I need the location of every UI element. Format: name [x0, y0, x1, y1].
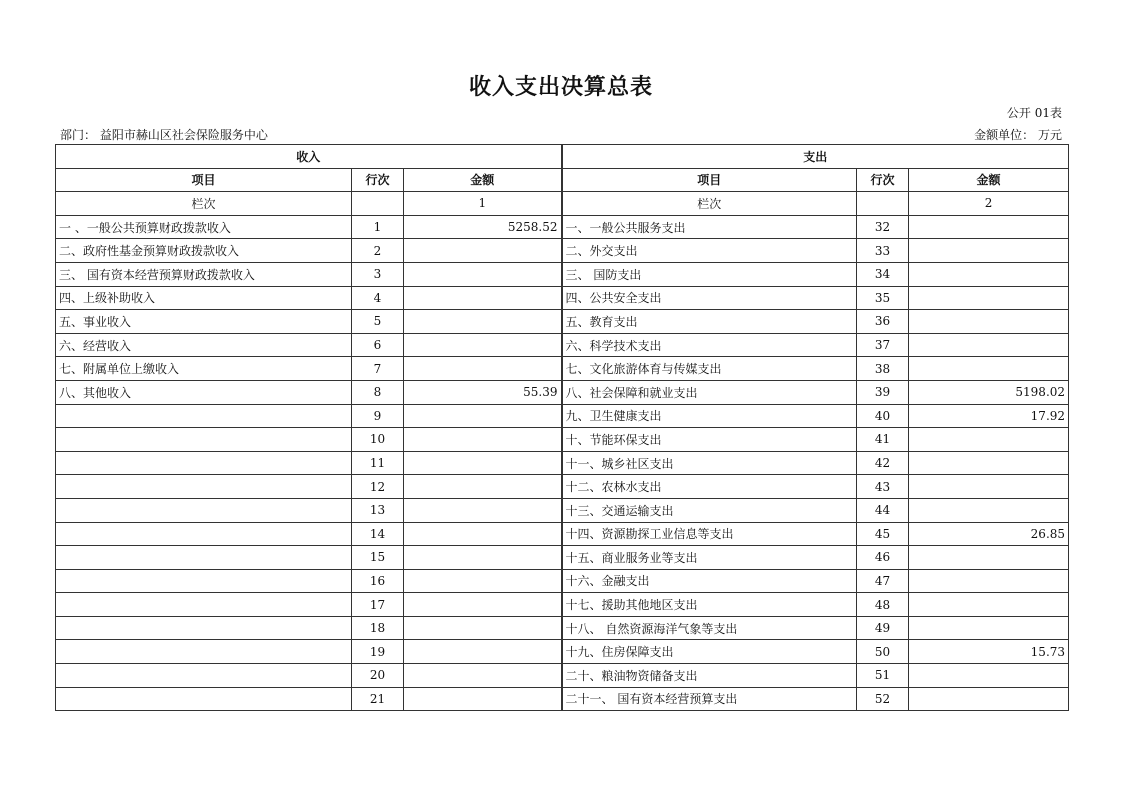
expense-amount: [909, 310, 1069, 334]
income-amount: [404, 404, 562, 428]
expense-column-label: 栏次: [562, 192, 857, 216]
expense-item: 二十一、 国有资本经营预算支出: [562, 687, 857, 711]
expense-amount: [909, 451, 1069, 475]
section-header-row: [56, 145, 1069, 169]
table-row: [56, 546, 1069, 570]
income-amount: [404, 664, 562, 688]
expense-amount: [909, 286, 1069, 310]
income-item: [56, 593, 352, 617]
expense-item: 十四、资源勘探工业信息等支出: [562, 522, 857, 546]
expense-row-no: 45: [857, 522, 909, 546]
expense-row-no: 33: [857, 239, 909, 263]
table-row: [56, 380, 1069, 404]
income-item: [56, 616, 352, 640]
income-item: [56, 404, 352, 428]
income-item: 二、政府性基金预算财政拨款收入: [56, 239, 352, 263]
income-item: [56, 428, 352, 452]
income-amount: [404, 428, 562, 452]
page-title: 收入支出决算总表: [468, 75, 653, 100]
expense-item: 四、公共安全支出: [562, 286, 857, 310]
table-row: [56, 664, 1069, 688]
expense-row-no: 37: [857, 333, 909, 357]
income-amount: [404, 569, 562, 593]
income-row-no: 13: [352, 498, 404, 522]
expense-item: 二、外交支出: [562, 239, 857, 263]
expense-row-no: 48: [857, 593, 909, 617]
expense-amount: [909, 262, 1069, 286]
table-row: [56, 522, 1069, 546]
income-amount: [404, 593, 562, 617]
expense-amount: [909, 616, 1069, 640]
income-column-number: 1: [404, 192, 562, 216]
table-row: [56, 498, 1069, 522]
expense-row-no: 38: [857, 357, 909, 381]
expense-item: 一、一般公共服务支出: [562, 215, 857, 239]
expense-row-no: 35: [857, 286, 909, 310]
income-amount: 55.39: [404, 380, 562, 404]
expense-item: 三、 国防支出: [562, 262, 857, 286]
income-row-no: 19: [352, 640, 404, 664]
table-row: [56, 428, 1069, 452]
income-column-label: 栏次: [56, 192, 352, 216]
expense-row-no-header: 行次: [857, 168, 909, 192]
expense-row-no: 43: [857, 475, 909, 499]
expense-item: 十九、住房保障支出: [562, 640, 857, 664]
income-amount: [404, 451, 562, 475]
table-row: [56, 451, 1069, 475]
table-row: [56, 687, 1069, 711]
table-row: [56, 286, 1069, 310]
income-amount: [404, 239, 562, 263]
expense-row-no: 49: [857, 616, 909, 640]
expense-column-number: 2: [909, 192, 1069, 216]
expense-amount: [909, 498, 1069, 522]
income-item: [56, 475, 352, 499]
expense-item: 十、节能环保支出: [562, 428, 857, 452]
expense-amount: [909, 357, 1069, 381]
income-amount: [404, 262, 562, 286]
expense-amount: [909, 215, 1069, 239]
table-row: [56, 333, 1069, 357]
income-row-no: 11: [352, 451, 404, 475]
income-item: [56, 569, 352, 593]
expense-row-no: 47: [857, 569, 909, 593]
income-amount: [404, 357, 562, 381]
income-row-no: 8: [352, 380, 404, 404]
table-row: [56, 404, 1069, 428]
income-item: 五、事业收入: [56, 310, 352, 334]
income-item: [56, 546, 352, 570]
expense-row-no-blank: [857, 192, 909, 216]
expense-item: 十六、金融支出: [562, 569, 857, 593]
expense-section-header: 支出: [562, 145, 1069, 169]
income-row-no: 7: [352, 357, 404, 381]
table-row: [56, 616, 1069, 640]
table-row: [56, 640, 1069, 664]
income-row-no: 17: [352, 593, 404, 617]
department-label: 部门： 益阳市赫山区社会保险服务中心: [60, 128, 268, 142]
expense-amount: 17.92: [909, 404, 1069, 428]
income-section-header: 收入: [56, 145, 562, 169]
expense-item: 十八、 自然资源海洋气象等支出: [562, 616, 857, 640]
expense-item: 十七、援助其他地区支出: [562, 593, 857, 617]
income-amount: [404, 522, 562, 546]
expense-amount-header: 金额: [909, 168, 1069, 192]
expense-amount: [909, 664, 1069, 688]
expense-row-no: 51: [857, 664, 909, 688]
income-row-no: 1: [352, 215, 404, 239]
form-code: 公开 01表: [1006, 106, 1062, 120]
income-row-no: 9: [352, 404, 404, 428]
expense-row-no: 34: [857, 262, 909, 286]
expense-amount: [909, 593, 1069, 617]
income-amount: [404, 310, 562, 334]
expense-item: 五、教育支出: [562, 310, 857, 334]
amount-unit-label: 金额单位： 万元: [974, 128, 1062, 142]
income-row-no: 10: [352, 428, 404, 452]
income-row-no: 5: [352, 310, 404, 334]
expense-item: 八、社会保障和就业支出: [562, 380, 857, 404]
income-row-no-blank: [352, 192, 404, 216]
income-item: 八、其他收入: [56, 380, 352, 404]
income-item: 一 、一般公共预算财政拨款收入: [56, 215, 352, 239]
income-amount-header: 金额: [404, 168, 562, 192]
income-item: 六、经营收入: [56, 333, 352, 357]
expense-row-no: 36: [857, 310, 909, 334]
expense-item: 七、文化旅游体育与传媒支出: [562, 357, 857, 381]
income-row-no: 12: [352, 475, 404, 499]
income-expense-table: [55, 144, 1069, 711]
expense-row-no: 46: [857, 546, 909, 570]
table-row: [56, 569, 1069, 593]
income-amount: [404, 640, 562, 664]
expense-item: 二十、粮油物资储备支出: [562, 664, 857, 688]
income-item: 七、附属单位上缴收入: [56, 357, 352, 381]
expense-row-no: 44: [857, 498, 909, 522]
income-row-no: 18: [352, 616, 404, 640]
expense-amount: [909, 569, 1069, 593]
income-row-no: 20: [352, 664, 404, 688]
expense-item: 九、卫生健康支出: [562, 404, 857, 428]
income-item: [56, 498, 352, 522]
income-item: [56, 522, 352, 546]
income-row-no: 3: [352, 262, 404, 286]
expense-row-no: 40: [857, 404, 909, 428]
income-item: [56, 664, 352, 688]
table-row: [56, 239, 1069, 263]
income-row-no: 6: [352, 333, 404, 357]
income-item: 三、 国有资本经营预算财政拨款收入: [56, 262, 352, 286]
income-item: [56, 451, 352, 475]
expense-amount: 5198.02: [909, 380, 1069, 404]
income-row-no: 4: [352, 286, 404, 310]
expense-row-no: 39: [857, 380, 909, 404]
expense-item: 六、科学技术支出: [562, 333, 857, 357]
expense-item: 十一、城乡社区支出: [562, 451, 857, 475]
income-item: 四、上级补助收入: [56, 286, 352, 310]
income-amount: 5258.52: [404, 215, 562, 239]
expense-item: 十五、商业服务业等支出: [562, 546, 857, 570]
expense-amount: 15.73: [909, 640, 1069, 664]
expense-item-header: 项目: [562, 168, 857, 192]
table-row: [56, 310, 1069, 334]
table-row: [56, 475, 1069, 499]
expense-amount: [909, 546, 1069, 570]
expense-amount: [909, 239, 1069, 263]
expense-item: 十二、农林水支出: [562, 475, 857, 499]
income-item-header: 项目: [56, 168, 352, 192]
income-amount: [404, 475, 562, 499]
expense-row-no: 42: [857, 451, 909, 475]
income-item: [56, 640, 352, 664]
table-row: [56, 593, 1069, 617]
expense-amount: [909, 428, 1069, 452]
expense-amount: [909, 687, 1069, 711]
expense-item: 十三、交通运输支出: [562, 498, 857, 522]
income-amount: [404, 546, 562, 570]
income-row-no-header: 行次: [352, 168, 404, 192]
income-item: [56, 687, 352, 711]
income-amount: [404, 687, 562, 711]
table-row: [56, 262, 1069, 286]
income-amount: [404, 333, 562, 357]
column-number-row: [56, 192, 1069, 216]
income-row-no: 21: [352, 687, 404, 711]
expense-row-no: 52: [857, 687, 909, 711]
income-row-no: 16: [352, 569, 404, 593]
table-row: [56, 215, 1069, 239]
income-amount: [404, 616, 562, 640]
income-row-no: 14: [352, 522, 404, 546]
income-amount: [404, 286, 562, 310]
expense-amount: 26.85: [909, 522, 1069, 546]
expense-row-no: 50: [857, 640, 909, 664]
expense-amount: [909, 333, 1069, 357]
table-row: [56, 357, 1069, 381]
income-amount: [404, 498, 562, 522]
column-header-row: [56, 168, 1069, 192]
expense-row-no: 41: [857, 428, 909, 452]
expense-row-no: 32: [857, 215, 909, 239]
income-row-no: 15: [352, 546, 404, 570]
income-row-no: 2: [352, 239, 404, 263]
expense-amount: [909, 475, 1069, 499]
